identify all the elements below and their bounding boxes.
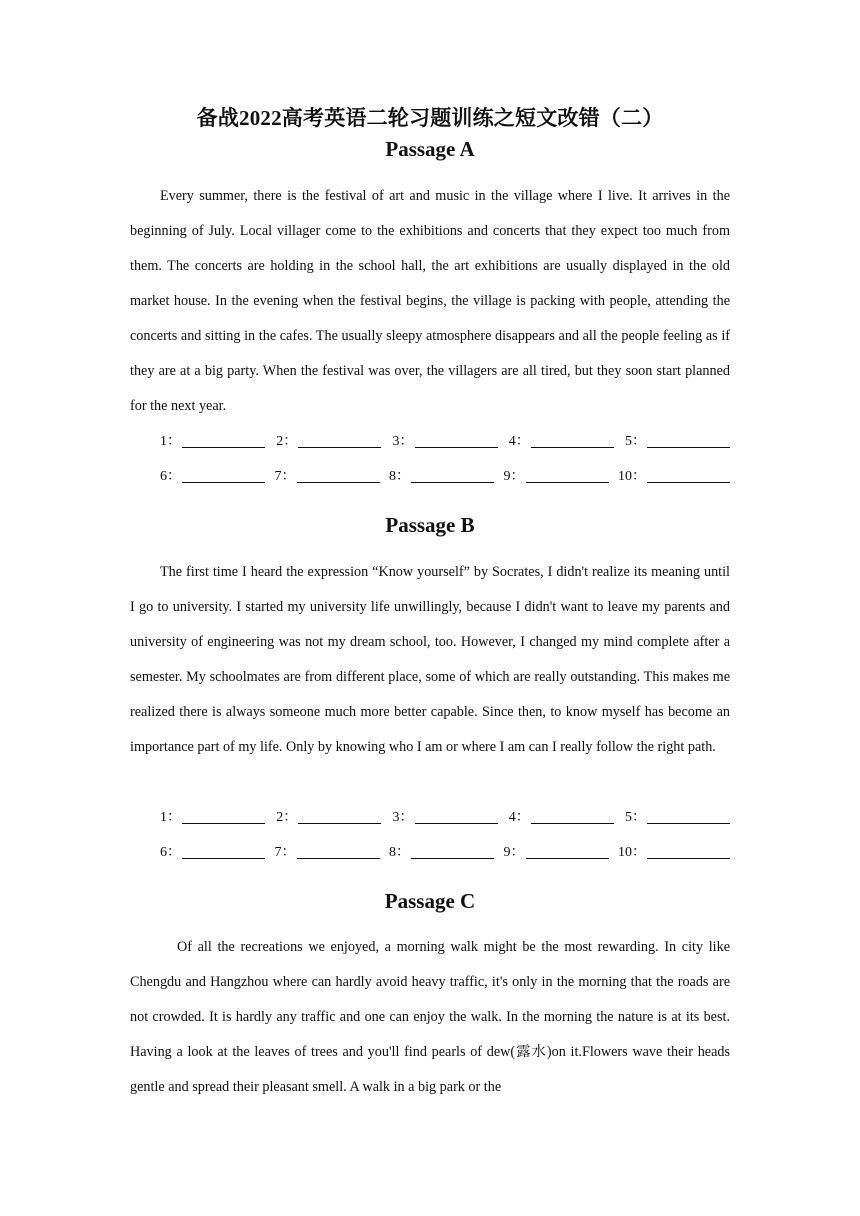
- document-title: 备战2022高考英语二轮习题训练之短文改错（二）: [196, 106, 664, 130]
- answer-blank[interactable]: 9：: [504, 459, 609, 494]
- passage-b-text: The first time I heard the expression “Know yourself” by Socrates, I didn't realize its meaning until I go to university. I started my university life unwillingly, because I didn't want to leave my parents and university of engineering was not my dream school, too. However, I changed my mind complete after a semester. My schoolmates are from different place, some of which are really outstanding. This makes me realized there is always someone much more better capable. Since then, to know myself has become an importance part of my life. Only by knowing who I am or where I am can I really follow the right path.: [130, 564, 730, 755]
- answer-blank[interactable]: 1：: [160, 800, 265, 835]
- passage-a-heading: Passage A: [385, 137, 475, 161]
- answer-blank[interactable]: 5：: [625, 800, 730, 835]
- answer-blank[interactable]: 3：: [393, 424, 498, 459]
- passage-a-text: Every summer, there is the festival of art and music in the village where I live. It arrives in the beginning of July. Local villager come to the exhibitions and concerts that they expect too much from them. The concerts are holding in the school hall, the art exhibitions are usually displayed in the old market house. In the evening when the festival begins, the village is packing with people, attending the concerts and sitting in the cafes. The usually sleepy atmosphere disappears and all the people feeling as if they are at a big party. When the festival was over, the villagers are all tired, but they soon start planned for the next year.: [130, 188, 730, 414]
- answer-blank[interactable]: 7：: [275, 459, 380, 494]
- passage-b-answer-blanks: [160, 800, 730, 870]
- passage-a-answer-blanks: [160, 424, 730, 494]
- answer-blank[interactable]: 6：: [160, 835, 265, 870]
- answer-blank[interactable]: 5：: [625, 424, 730, 459]
- passage-c-heading: Passage C: [384, 889, 476, 913]
- answer-blank[interactable]: 8：: [389, 835, 494, 870]
- passage-b-heading: Passage B: [385, 513, 475, 537]
- answer-row: [160, 459, 730, 494]
- answer-blank[interactable]: 10：: [618, 835, 730, 870]
- answer-blank[interactable]: 2：: [276, 424, 381, 459]
- answer-blank[interactable]: 10：: [618, 459, 730, 494]
- answer-blank[interactable]: 4：: [509, 800, 614, 835]
- answer-blank[interactable]: 9：: [504, 835, 609, 870]
- answer-blank[interactable]: 4：: [509, 424, 614, 459]
- answer-blank[interactable]: 6：: [160, 459, 265, 494]
- answer-row: [160, 424, 730, 459]
- answer-blank[interactable]: 1：: [160, 424, 265, 459]
- answer-blank[interactable]: 8：: [389, 459, 494, 494]
- answer-row: [160, 800, 730, 835]
- answer-row: [160, 835, 730, 870]
- answer-blank[interactable]: 3：: [393, 800, 498, 835]
- answer-blank[interactable]: 2：: [276, 800, 381, 835]
- passage-c-text: Of all the recreations we enjoyed, a morning walk might be the most rewarding. In city like Chengdu and Hangzhou where can hardly avoid heavy traffic, it's only in the morning that the roads are not crowded. It is hardly any traffic and one can enjoy the walk. In the morning the nature is at its best. Having a look at the leaves of trees and you'll find pearls of dew(露水)on it.Flowers wave their heads gentle and spread their pleasant smell. A walk in a big park or the: [130, 939, 730, 1095]
- answer-blank[interactable]: 7：: [275, 835, 380, 870]
